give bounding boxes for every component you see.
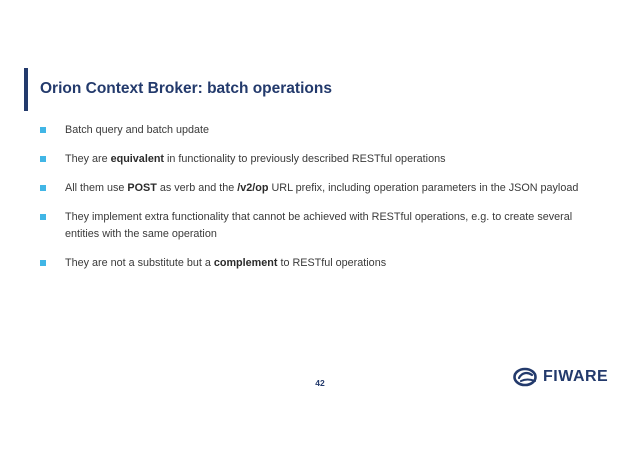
square-bullet-icon (40, 127, 46, 133)
slide-title: Orion Context Broker: batch operations (40, 80, 332, 97)
bullet-text: They are (65, 153, 111, 165)
bullet-list (40, 122, 600, 272)
bullet-emphasis: complement (213, 257, 278, 269)
bullet-text: They implement extra functionality that cannot be achieved with RESTful operations, e.g. to create several entities with the same operation (65, 211, 573, 240)
fiware-logo (513, 365, 608, 389)
square-bullet-icon (40, 214, 46, 220)
bullet-text: as verb and the (156, 182, 238, 194)
bullet-emphasis: equivalent (110, 153, 165, 165)
square-bullet-icon (40, 185, 46, 191)
bullet-item (40, 151, 600, 168)
bullet-text: in functionality to previously described RESTful operations (164, 153, 446, 165)
square-bullet-icon (40, 260, 46, 266)
bullet-text: Batch query and batch update (65, 124, 210, 136)
fiware-logo-icon (513, 367, 539, 387)
bullet-item (40, 122, 600, 139)
logo-text: FIWARE (543, 368, 609, 385)
bullet-emphasis: /v2/op (237, 182, 269, 194)
bullet-emphasis: POST (127, 182, 157, 194)
square-bullet-icon (40, 156, 46, 162)
bullet-text: to RESTful operations (277, 257, 387, 269)
page-number: 42 (315, 378, 325, 388)
bullet-item (40, 209, 600, 243)
bullet-text: They are not a substitute but a (65, 257, 214, 269)
bullet-text: URL prefix, including operation parameters in the JSON payload (268, 182, 579, 194)
title-accent-bar (24, 68, 28, 111)
bullet-text: All them use (65, 182, 128, 194)
bullet-item (40, 255, 600, 272)
bullet-item (40, 180, 600, 197)
